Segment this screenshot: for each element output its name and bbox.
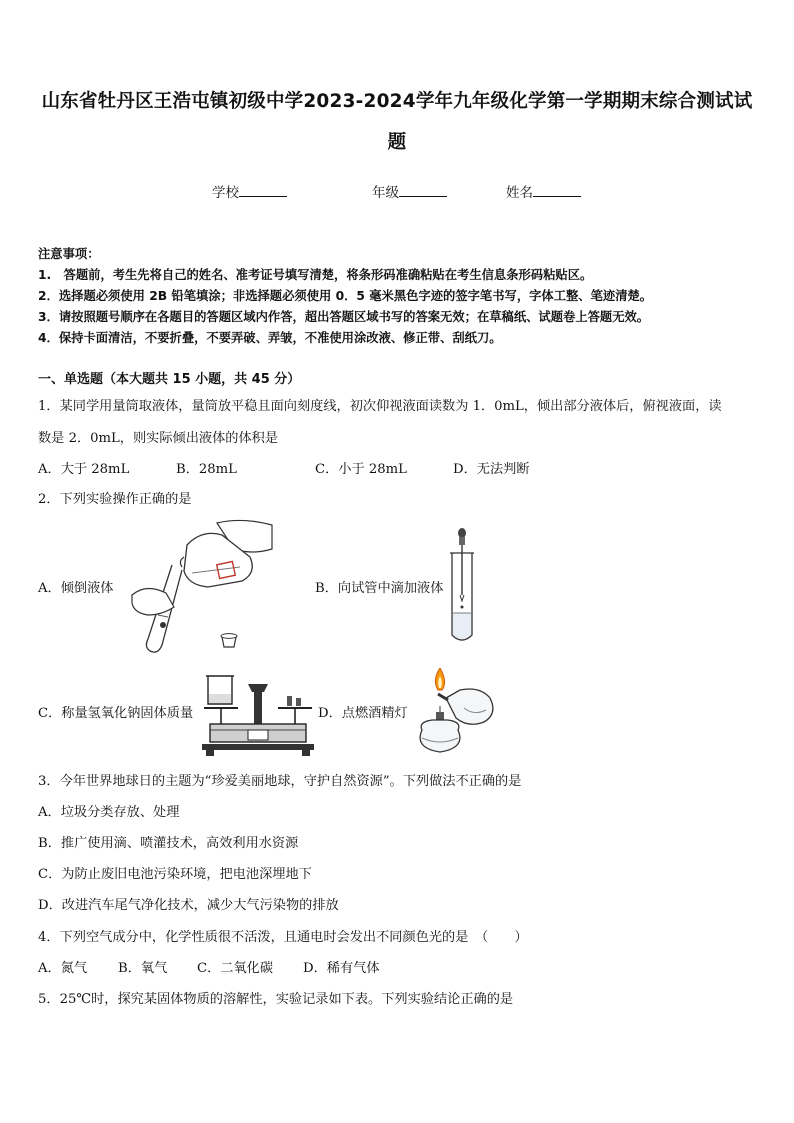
- q4-option-d: D．稀有气体: [303, 961, 380, 976]
- q4-option-c: C．二氧化碳: [197, 961, 274, 976]
- pouring-liquid-illustration: [122, 515, 277, 657]
- section-heading: 一、单选题（本大题共 15 小题，共 45 分）: [38, 372, 301, 387]
- q1-stem-line1: 1．某同学用量筒取液体，量筒放平稳且面向刻度线，初次仰视液面读数为 1．0mL，倾出部分液体后，俯视液面，读: [38, 399, 722, 414]
- q1-option-d: D．无法判断: [453, 462, 530, 477]
- q5-stem: 5．25℃时，探究某固体物质的溶解性，实验记录如下表。下列实验结论正确的是: [38, 992, 514, 1007]
- balance-scale-illustration: [202, 668, 314, 760]
- school-blank: [239, 184, 287, 197]
- q4-option-a: A．氮气: [38, 961, 88, 976]
- note-item: 4．保持卡面清洁，不要折叠，不要弄破、弄皱，不准使用涂改液、修正带、刮纸刀。: [38, 331, 502, 345]
- q2-option-d: D．点燃酒精灯: [318, 706, 408, 721]
- alcohol-lamp-illustration: [408, 668, 500, 754]
- note-item: 1. 答题前，考生先将自己的姓名、准考证号填写清楚，将条形码准确粘贴在考生信息条形码粘贴区。: [38, 268, 593, 282]
- q2-stem: 2．下列实验操作正确的是: [38, 492, 192, 507]
- q2-option-b: B．向试管中滴加液体: [315, 581, 444, 596]
- q1-option-a: A．大于 28mL: [38, 462, 130, 477]
- q3-option-a: A．垃圾分类存放、处理: [38, 805, 180, 820]
- q1-option-c: C．小于 28mL: [315, 462, 407, 477]
- page-title-line2: 题: [387, 132, 407, 153]
- name-blank: [533, 184, 581, 197]
- q1-option-b: B．28mL: [176, 462, 237, 477]
- q2-option-a: A．倾倒液体: [38, 581, 114, 596]
- grade-field: [372, 181, 447, 201]
- q2-option-c: C．称量氢氧化钠固体质量: [38, 706, 194, 721]
- q4-option-b: B．氧气: [118, 961, 168, 976]
- q3-option-c: C．为防止废旧电池污染环境，把电池深埋地下: [38, 867, 312, 882]
- q1-stem-line2: 数是 2．0mL，则实际倾出液体的体积是: [38, 431, 279, 446]
- q3-option-b: B．推广使用滴、喷灌技术，高效利用水资源: [38, 836, 299, 851]
- dropper-test-tube-illustration: [447, 527, 477, 645]
- note-item: 2．选择题必须使用 2B 铅笔填涂；非选择题必须使用 0．5 毫米黑色字迹的签字笔书写，字体工整、笔迹清楚。: [38, 289, 653, 303]
- note-item: 3．请按照题号顺序在各题目的答题区域内作答，超出答题区域书写的答案无效；在草稿纸、试题卷上答题无效。: [38, 310, 650, 324]
- name-field: [506, 181, 581, 201]
- notes-heading: 注意事项：: [38, 247, 100, 261]
- grade-blank: [399, 184, 447, 197]
- school-label: 学校: [212, 185, 239, 201]
- q4-stem: 4．下列空气成分中，化学性质很不活泼，且通电时会发出不同颜色光的是 （ ）: [38, 930, 528, 945]
- q3-stem: 3．今年世界地球日的主题为“珍爱美丽地球，守护自然资源”。下列做法不正确的是: [38, 774, 522, 789]
- page-title-line1: 山东省牡丹区王浩屯镇初级中学2023-2024学年九年级化学第一学期期末综合测试试: [41, 91, 753, 112]
- school-field: [212, 181, 287, 201]
- q3-option-d: D．改进汽车尾气净化技术，减少大气污染物的排放: [38, 898, 339, 913]
- name-label: 姓名: [506, 185, 533, 201]
- grade-label: 年级: [372, 185, 399, 201]
